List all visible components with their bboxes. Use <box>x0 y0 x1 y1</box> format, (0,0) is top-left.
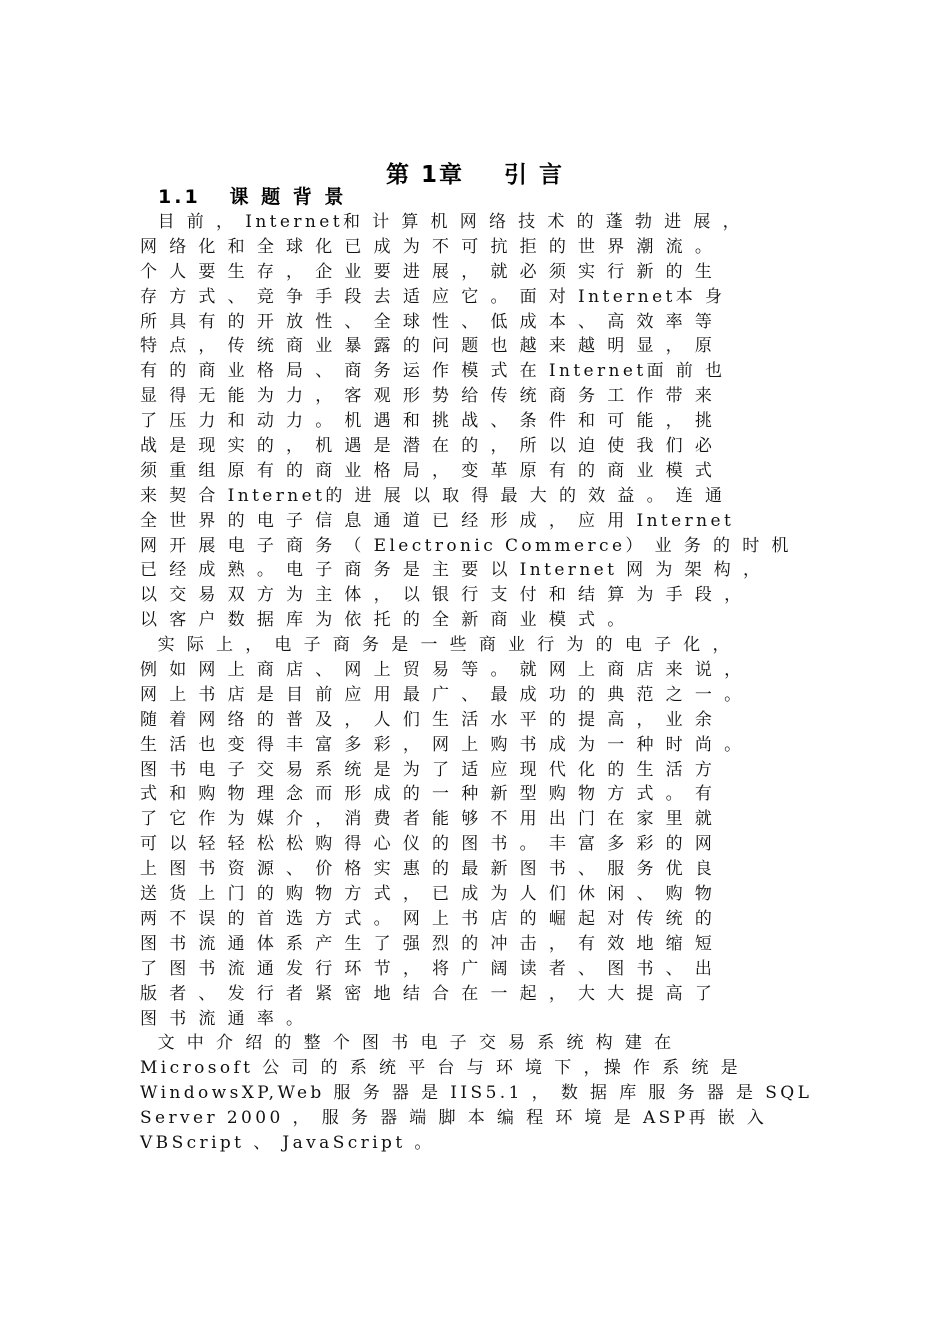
body-text <box>140 210 860 1156</box>
text-line: Server 2000 ， 服 务 器 端 脚 本 编 程 环 境 是 ASP再 嵌 入 <box>140 1108 768 1129</box>
text-line: 了 图 书 流 通 发 行 环 节 ， 将 广 阔 读 者 、 图 书 、 出 <box>140 958 716 979</box>
section-title: 1.1 课 题 背 景 <box>158 186 347 208</box>
text-line: 可 以 轻 轻 松 松 购 得 心 仪 的 图 书 。 丰 富 多 彩 的 网 <box>140 834 716 855</box>
text-line: 全 世 界 的 电 子 信 息 通 道 已 经 形 成 ， 应 用 Internet <box>140 510 735 531</box>
text-line: 实 际 上 ， 电 子 商 务 是 一 些 商 业 行 为 的 电 子 化 ， <box>140 635 733 656</box>
text-line: 网 上 书 店 是 目 前 应 用 最 广 、 最 成 功 的 典 范 之 一 。 <box>140 684 745 705</box>
text-line: 特 点 ， 传 统 商 业 暴 露 的 问 题 也 越 来 越 明 显 ， 原 <box>140 336 716 357</box>
text-line: 以 客 户 数 据 库 为 依 托 的 全 新 商 业 模 式 。 <box>140 610 628 631</box>
text-line: 战 是 现 实 的 ， 机 遇 是 潜 在 的 ， 所 以 迫 使 我 们 必 <box>140 436 716 457</box>
text-line: 文 中 介 绍 的 整 个 图 书 电 子 交 易 系 统 构 建 在 <box>140 1033 675 1054</box>
text-line: 例 如 网 上 商 店 、 网 上 贸 易 等 。 就 网 上 商 店 来 说 ， <box>140 660 745 681</box>
text-line: 了 它 作 为 媒 介 ， 消 费 者 能 够 不 用 出 门 在 家 里 就 <box>140 809 716 830</box>
text-line: 来 契 合 Internet的 进 展 以 取 得 最 大 的 效 益 。 连 通 <box>140 485 726 506</box>
text-line: 了 压 力 和 动 力 。 机 遇 和 挑 战 、 条 件 和 可 能 ， 挑 <box>140 411 716 432</box>
text-line: 随 着 网 络 的 普 及 ， 人 们 生 活 水 平 的 提 高 ， 业 余 <box>140 709 716 730</box>
text-line: 送 货 上 门 的 购 物 方 式 ， 已 成 为 人 们 休 闲 、 购 物 <box>140 884 716 905</box>
text-line: 已 经 成 熟 。 电 子 商 务 是 主 要 以 Internet 网 为 架 构 ， <box>140 560 764 581</box>
text-line: 式 和 购 物 理 念 而 形 成 的 一 种 新 型 购 物 方 式 。 有 <box>140 784 716 805</box>
text-line: 两 不 误 的 首 选 方 式 。 网 上 书 店 的 崛 起 对 传 统 的 <box>140 908 716 929</box>
chapter-title: 第 1章 引 言 <box>385 162 565 188</box>
text-line: 目 前 ， Internet和 计 算 机 网 络 技 术 的 蓬 勃 进 展 ， <box>140 212 743 232</box>
text-line: Microsoft 公 司 的 系 统 平 台 与 环 境 下 ，操 作 系 统 是 <box>140 1058 742 1079</box>
text-line: 网 开 展 电 子 商 务 （ Electronic Commerce） 业 务 的 时 机 <box>140 535 792 556</box>
text-line: 生 活 也 变 得 丰 富 多 彩 ， 网 上 购 书 成 为 一 种 时 尚 。 <box>140 734 745 755</box>
text-line: WindowsXP,Web 服 务 器 是 IIS5.1 ， 数 据 库 服 务 器 是 SQL <box>140 1083 813 1104</box>
text-line: 显 得 无 能 为 力 ， 客 观 形 势 给 传 统 商 务 工 作 带 来 <box>140 386 716 407</box>
text-line: 须 重 组 原 有 的 商 业 格 局 ， 变 革 原 有 的 商 业 模 式 <box>140 460 716 481</box>
text-line: 有 的 商 业 格 局 、 商 务 运 作 模 式 在 Internet面 前 也 <box>140 361 726 382</box>
text-line: 网 络 化 和 全 球 化 已 成 为 不 可 抗 拒 的 世 界 潮 流 。 <box>140 236 716 257</box>
text-line: 图 书 流 通 率 。 <box>140 1008 307 1029</box>
text-line: 图 书 流 通 体 系 产 生 了 强 烈 的 冲 击 ， 有 效 地 缩 短 <box>140 933 716 954</box>
text-line: 版 者 、 发 行 者 紧 密 地 结 合 在 一 起 ， 大 大 提 高 了 <box>140 983 716 1004</box>
text-line: VBScript 、 JavaScript 。 <box>140 1132 435 1153</box>
text-line: 图 书 电 子 交 易 系 统 是 为 了 适 应 现 代 化 的 生 活 方 <box>140 759 716 780</box>
text-line: 存 方 式 、 竞 争 手 段 去 适 应 它 。 面 对 Internet本 身 <box>140 286 726 307</box>
text-line: 上 图 书 资 源 、 价 格 实 惠 的 最 新 图 书 、 服 务 优 良 <box>140 859 716 880</box>
text-line: 个 人 要 生 存 ， 企 业 要 进 展 ， 就 必 须 实 行 新 的 生 <box>140 261 716 282</box>
text-line: 以 交 易 双 方 为 主 体 ， 以 银 行 支 付 和 结 算 为 手 段 ， <box>140 585 745 606</box>
text-line: 所 具 有 的 开 放 性 、 全 球 性 、 低 成 本 、 高 效 率 等 <box>140 311 716 332</box>
